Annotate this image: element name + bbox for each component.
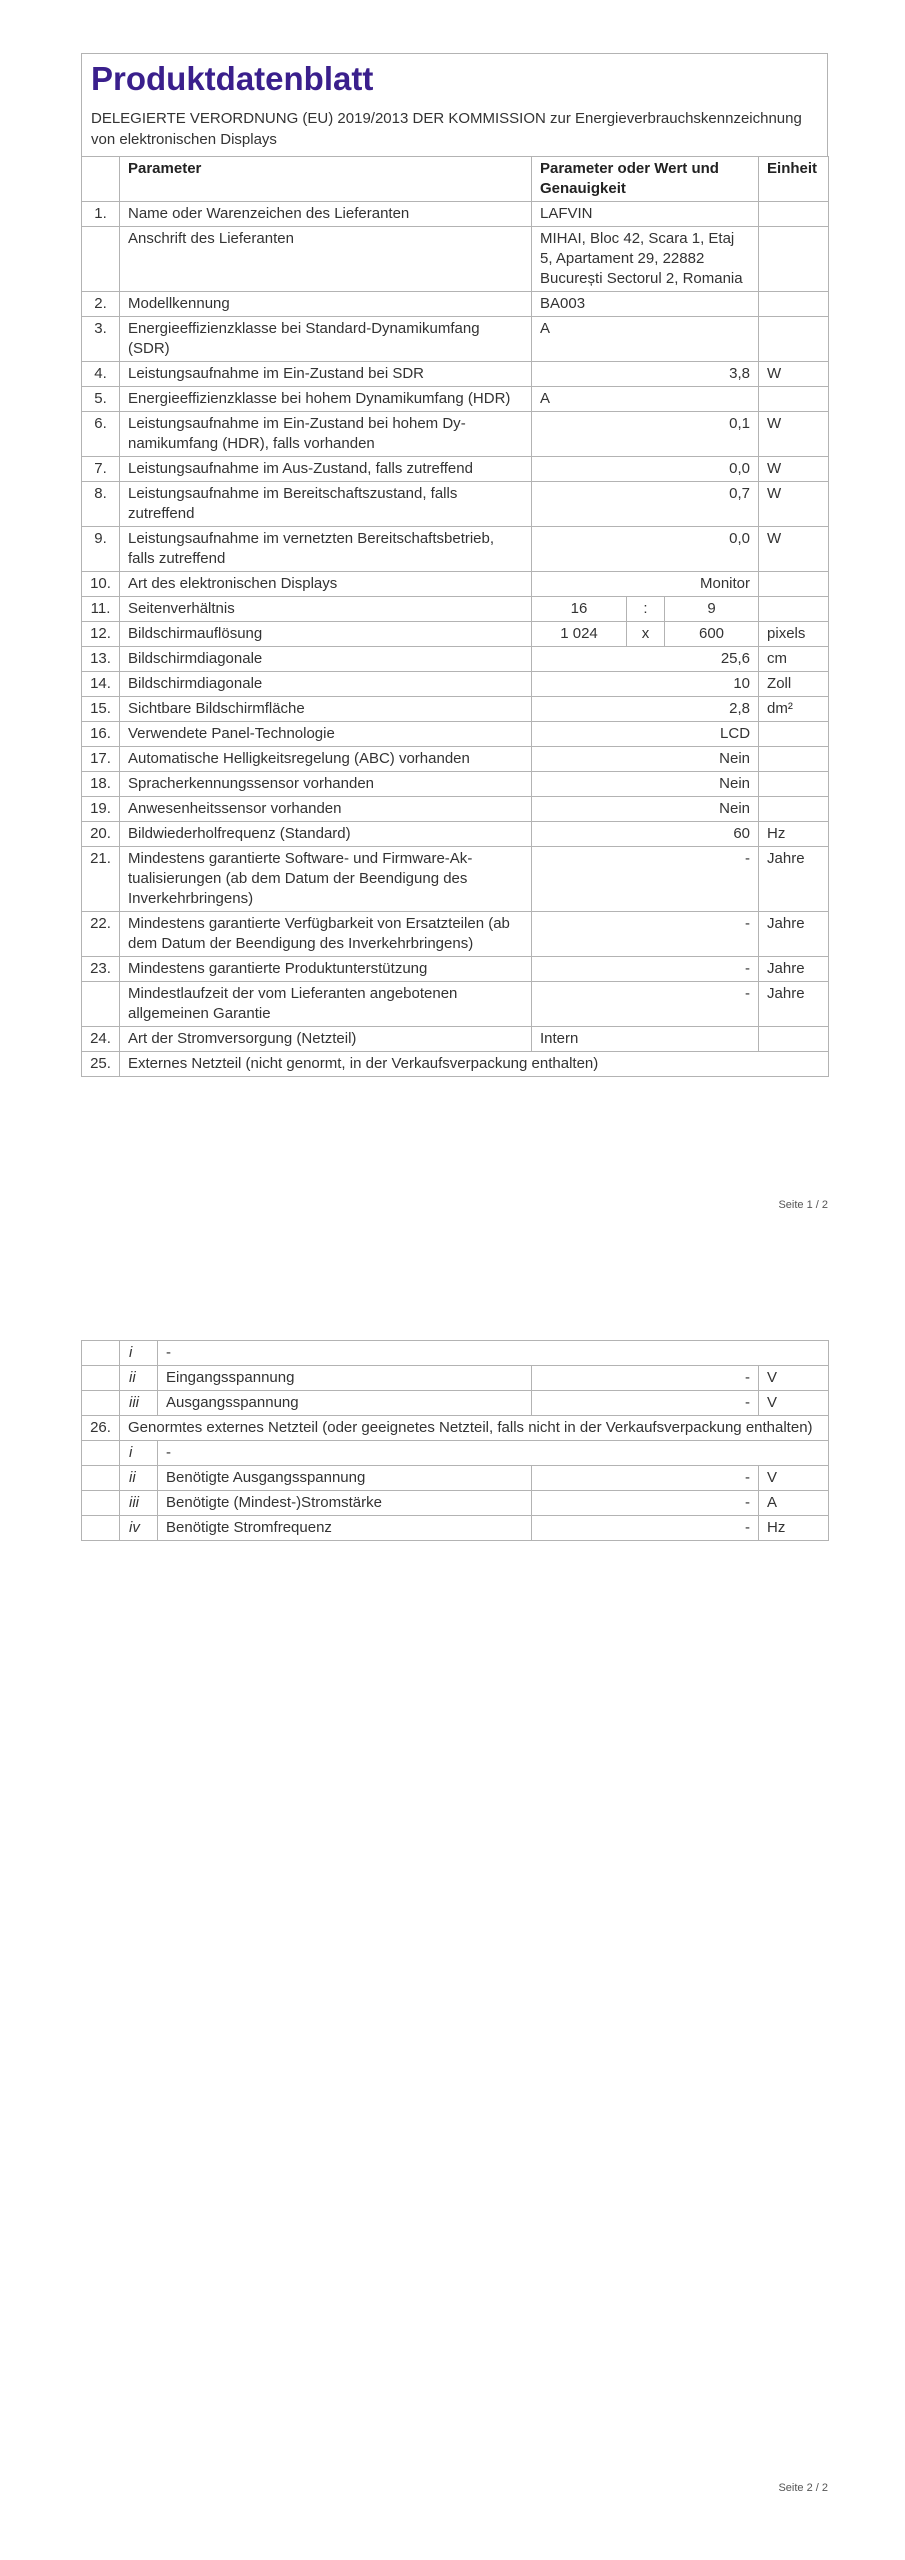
row-label: Bildschirmdiagonale bbox=[120, 671, 532, 696]
row-label: Mindestlaufzeit der vom Lieferanten angebotenen allgemeinen Garantie bbox=[120, 981, 532, 1026]
row-label: Sichtbare Bildschirmfläche bbox=[120, 696, 532, 721]
row-number: 19. bbox=[82, 796, 120, 821]
row-value: LCD bbox=[532, 721, 759, 746]
sub-label: Eingangsspannung bbox=[158, 1366, 532, 1391]
row-unit: dm² bbox=[759, 696, 829, 721]
value-separator: x bbox=[627, 621, 665, 646]
row-label: Art des elektronischen Displays bbox=[120, 571, 532, 596]
row-label: Modellkennung bbox=[120, 291, 532, 316]
row-number: 20. bbox=[82, 821, 120, 846]
sub-unit: V bbox=[759, 1366, 829, 1391]
row-value: 25,6 bbox=[532, 646, 759, 671]
table-row bbox=[82, 226, 829, 291]
row-number: 7. bbox=[82, 456, 120, 481]
row-number: 15. bbox=[82, 696, 120, 721]
sub-unit: V bbox=[759, 1391, 829, 1416]
row-unit: pixels bbox=[759, 621, 829, 646]
row-unit bbox=[759, 746, 829, 771]
row-label: Energieeffizienzklasse bei hohem Dynamikumfang (HDR) bbox=[120, 386, 532, 411]
table-row bbox=[82, 596, 829, 621]
row-value: 0,7 bbox=[532, 481, 759, 526]
row-number bbox=[82, 1516, 120, 1541]
row-label: Verwendete Panel-Technologie bbox=[120, 721, 532, 746]
header-unit: Einheit bbox=[759, 156, 829, 201]
row-unit bbox=[759, 316, 829, 361]
row-number: 21. bbox=[82, 846, 120, 911]
row-value: A bbox=[532, 386, 759, 411]
row-number: 14. bbox=[82, 671, 120, 696]
table-row bbox=[82, 956, 829, 981]
row-label: Mindestens garantierte Verfügbarkeit von Ersatzteilen (ab dem Datum der Beendigung des Inverkehrbringens) bbox=[120, 911, 532, 956]
row-unit: W bbox=[759, 361, 829, 386]
row-unit bbox=[759, 796, 829, 821]
row-unit: Zoll bbox=[759, 671, 829, 696]
row-number: 22. bbox=[82, 911, 120, 956]
row-number: 23. bbox=[82, 956, 120, 981]
row-value: Intern bbox=[532, 1026, 759, 1051]
row-label: Energieeffizienzklasse bei Standard-Dynamikumfang (SDR) bbox=[120, 316, 532, 361]
row-number: 12. bbox=[82, 621, 120, 646]
sub-value: - bbox=[532, 1491, 759, 1516]
row-label: Externes Netzteil (nicht genormt, in der Verkaufsverpackung enthalten) bbox=[120, 1051, 829, 1076]
table-row bbox=[82, 771, 829, 796]
sub-value: - bbox=[158, 1441, 829, 1466]
header-num bbox=[82, 156, 120, 201]
header-parameter: Parameter bbox=[120, 156, 532, 201]
row-number bbox=[82, 1366, 120, 1391]
sub-label: Benötigte Stromfrequenz bbox=[158, 1516, 532, 1541]
table-row bbox=[82, 316, 829, 361]
row-value: Monitor bbox=[532, 571, 759, 596]
row-number: 25. bbox=[82, 1051, 120, 1076]
row-number bbox=[82, 1391, 120, 1416]
row-unit bbox=[759, 721, 829, 746]
row-value: 2,8 bbox=[532, 696, 759, 721]
row-value: Nein bbox=[532, 771, 759, 796]
table-row bbox=[82, 846, 829, 911]
sub-index: ii bbox=[120, 1366, 158, 1391]
row-label: Anschrift des Lieferanten bbox=[120, 226, 532, 291]
row-unit: W bbox=[759, 411, 829, 456]
row-number: 24. bbox=[82, 1026, 120, 1051]
table-row bbox=[82, 1391, 829, 1416]
row-number: 17. bbox=[82, 746, 120, 771]
table-row bbox=[82, 526, 829, 571]
power-supply-table bbox=[81, 1340, 829, 1541]
table-row bbox=[82, 1366, 829, 1391]
sub-value: - bbox=[532, 1516, 759, 1541]
table-row bbox=[82, 481, 829, 526]
row-number: 9. bbox=[82, 526, 120, 571]
table-row bbox=[82, 361, 829, 386]
row-number: 16. bbox=[82, 721, 120, 746]
sub-unit: A bbox=[759, 1491, 829, 1516]
row-value: MIHAI, Bloc 42, Scara 1, Etaj 5, Apartament 29, 22882 București Sectorul 2, Romania bbox=[532, 226, 759, 291]
row-value: 0,0 bbox=[532, 456, 759, 481]
sub-value: - bbox=[158, 1341, 829, 1366]
table-row bbox=[82, 911, 829, 956]
value-separator: : bbox=[627, 596, 665, 621]
table-row bbox=[82, 796, 829, 821]
row-unit bbox=[759, 201, 829, 226]
table-row bbox=[82, 411, 829, 456]
row-label: Leistungsaufnahme im Bereitschaftszustand, falls zutreffend bbox=[120, 481, 532, 526]
sub-label: Benötigte (Mindest-)Stromstärke bbox=[158, 1491, 532, 1516]
row-label: Leistungsaufnahme im Aus-Zustand, falls zutreffend bbox=[120, 456, 532, 481]
row-number: 26. bbox=[82, 1416, 120, 1441]
row-number bbox=[82, 1341, 120, 1366]
row-unit bbox=[759, 386, 829, 411]
row-number bbox=[82, 981, 120, 1026]
row-label: Mindestens garantierte Produktunterstützung bbox=[120, 956, 532, 981]
row-number bbox=[82, 1491, 120, 1516]
table-row bbox=[82, 696, 829, 721]
row-label: Bildwiederholfrequenz (Standard) bbox=[120, 821, 532, 846]
row-value: 10 bbox=[532, 671, 759, 696]
table-row bbox=[82, 1466, 829, 1491]
row-unit bbox=[759, 771, 829, 796]
row-label: Seitenverhältnis bbox=[120, 596, 532, 621]
row-unit: Jahre bbox=[759, 911, 829, 956]
page-2 bbox=[81, 1340, 828, 1541]
table-row bbox=[82, 1341, 829, 1366]
sub-index: iv bbox=[120, 1516, 158, 1541]
row-number bbox=[82, 1441, 120, 1466]
header-value: Parameter oder Wert und Genauigkeit bbox=[532, 156, 759, 201]
value-b: 600 bbox=[665, 621, 759, 646]
row-unit bbox=[759, 596, 829, 621]
table-row bbox=[82, 1051, 829, 1076]
table-row bbox=[82, 1441, 829, 1466]
table-row bbox=[82, 1416, 829, 1441]
table-row bbox=[82, 1491, 829, 1516]
row-unit bbox=[759, 226, 829, 291]
row-label: Name oder Warenzeichen des Lieferanten bbox=[120, 201, 532, 226]
sub-label: Ausgangsspannung bbox=[158, 1391, 532, 1416]
row-label: Anwesenheitssensor vorhanden bbox=[120, 796, 532, 821]
row-unit: cm bbox=[759, 646, 829, 671]
row-value: Nein bbox=[532, 746, 759, 771]
table-row bbox=[82, 1516, 829, 1541]
row-label: Bildschirmauflösung bbox=[120, 621, 532, 646]
document-title: Produktdatenblatt bbox=[91, 60, 374, 97]
row-unit bbox=[759, 1026, 829, 1051]
table-row bbox=[82, 456, 829, 481]
sub-unit: Hz bbox=[759, 1516, 829, 1541]
row-label: Leistungsaufnahme im Ein-Zustand bei hohem Dynamikumfang (HDR), falls vorhanden bbox=[120, 411, 532, 456]
row-value: A bbox=[532, 316, 759, 361]
table-body bbox=[82, 201, 829, 1076]
table-row bbox=[82, 621, 829, 646]
product-data-table bbox=[81, 156, 829, 1077]
row-value: - bbox=[532, 911, 759, 956]
row-unit bbox=[759, 291, 829, 316]
table-row bbox=[82, 291, 829, 316]
row-label: Leistungsaufnahme im vernetzten Bereitschaftsbetrieb, falls zutreffend bbox=[120, 526, 532, 571]
row-label: Art der Stromversorgung (Netzteil) bbox=[120, 1026, 532, 1051]
row-value: 0,0 bbox=[532, 526, 759, 571]
row-label: Genormtes externes Netzteil (oder geeignetes Netzteil, falls nicht in der Verkaufsverpackung enthalten) bbox=[120, 1416, 829, 1441]
row-number: 11. bbox=[82, 596, 120, 621]
row-number: 3. bbox=[82, 316, 120, 361]
table-row bbox=[82, 746, 829, 771]
sub-index: iii bbox=[120, 1391, 158, 1416]
row-unit: Jahre bbox=[759, 956, 829, 981]
row-value: - bbox=[532, 981, 759, 1026]
table-row bbox=[82, 386, 829, 411]
row-number: 13. bbox=[82, 646, 120, 671]
row-number bbox=[82, 1466, 120, 1491]
page-number-1: Seite 1 / 2 bbox=[778, 1199, 828, 1211]
table-row bbox=[82, 721, 829, 746]
row-value: Nein bbox=[532, 796, 759, 821]
table-row bbox=[82, 201, 829, 226]
row-number: 6. bbox=[82, 411, 120, 456]
row-value: - bbox=[532, 956, 759, 981]
row-unit: Hz bbox=[759, 821, 829, 846]
page-number-2: Seite 2 / 2 bbox=[778, 2482, 828, 2494]
row-number: 8. bbox=[82, 481, 120, 526]
row-value: 3,8 bbox=[532, 361, 759, 386]
row-unit bbox=[759, 571, 829, 596]
row-number: 1. bbox=[82, 201, 120, 226]
sub-index: iii bbox=[120, 1491, 158, 1516]
table-header-row bbox=[82, 156, 829, 201]
row-number: 5. bbox=[82, 386, 120, 411]
document-header bbox=[81, 53, 828, 156]
row-number: 4. bbox=[82, 361, 120, 386]
row-label: Mindestens garantierte Software- und Firmware-Aktualisierungen (ab dem Datum der Beendigung des Inverkehrbringens) bbox=[120, 846, 532, 911]
table-row bbox=[82, 821, 829, 846]
sub-index: i bbox=[120, 1341, 158, 1366]
row-number: 10. bbox=[82, 571, 120, 596]
row-unit: Jahre bbox=[759, 981, 829, 1026]
row-label: Leistungsaufnahme im Ein-Zustand bei SDR bbox=[120, 361, 532, 386]
row-value: BA003 bbox=[532, 291, 759, 316]
sub-unit: V bbox=[759, 1466, 829, 1491]
row-value: 0,1 bbox=[532, 411, 759, 456]
sub-value: - bbox=[532, 1366, 759, 1391]
table-row bbox=[82, 646, 829, 671]
sub-value: - bbox=[532, 1466, 759, 1491]
regulation-subtitle: DELEGIERTE VERORDNUNG (EU) 2019/2013 DER KOMMISSION zur Energieverbrauchskennzeichnung von elektronischen Displays bbox=[91, 109, 802, 148]
row-number: 18. bbox=[82, 771, 120, 796]
row-label: Spracherkennungssensor vorhanden bbox=[120, 771, 532, 796]
sub-value: - bbox=[532, 1391, 759, 1416]
page-1 bbox=[81, 53, 828, 1077]
row-label: Automatische Helligkeitsregelung (ABC) vorhanden bbox=[120, 746, 532, 771]
value-a: 16 bbox=[532, 596, 627, 621]
row-unit: W bbox=[759, 526, 829, 571]
table-row bbox=[82, 1026, 829, 1051]
table-row bbox=[82, 981, 829, 1026]
value-b: 9 bbox=[665, 596, 759, 621]
row-value: - bbox=[532, 846, 759, 911]
table-row bbox=[82, 571, 829, 596]
row-unit: W bbox=[759, 456, 829, 481]
row-value: 60 bbox=[532, 821, 759, 846]
value-a: 1 024 bbox=[532, 621, 627, 646]
row-value: LAFVIN bbox=[532, 201, 759, 226]
sub-label: Benötigte Ausgangsspannung bbox=[158, 1466, 532, 1491]
table-row bbox=[82, 671, 829, 696]
sub-index: i bbox=[120, 1441, 158, 1466]
row-number: 2. bbox=[82, 291, 120, 316]
row-number bbox=[82, 226, 120, 291]
sub-index: ii bbox=[120, 1466, 158, 1491]
row-label: Bildschirmdiagonale bbox=[120, 646, 532, 671]
row-unit: W bbox=[759, 481, 829, 526]
row-unit: Jahre bbox=[759, 846, 829, 911]
